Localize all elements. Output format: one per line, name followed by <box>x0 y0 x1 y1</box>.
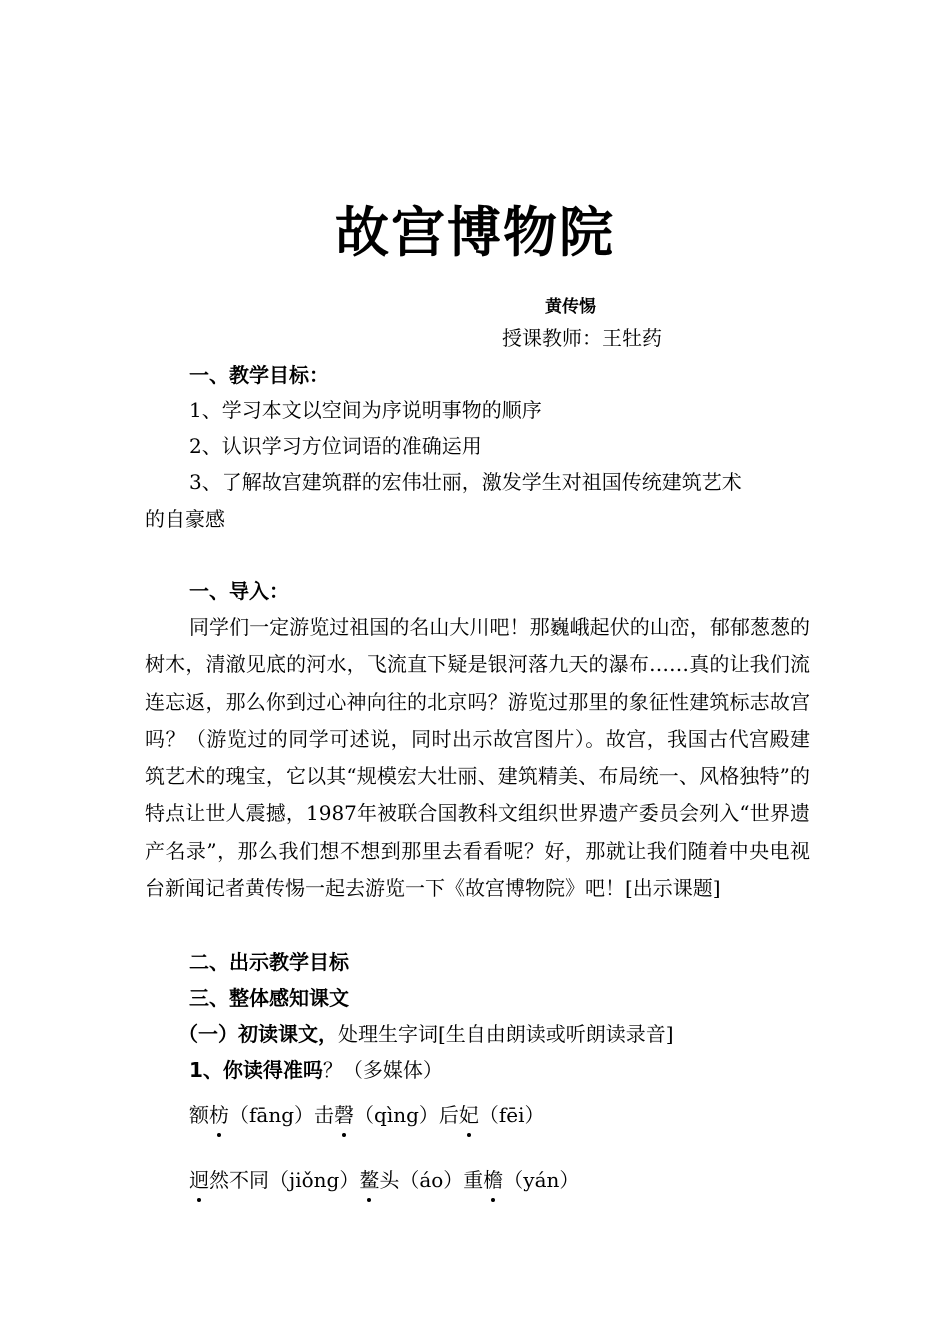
goal-item-1: 1、学习本文以空间为序说明事物的顺序 <box>189 398 542 422</box>
dotted-char: 鳌 <box>359 1162 379 1198</box>
vocab-pinyin: （yán） <box>503 1168 580 1192</box>
question-1-text: ？（多媒体） <box>322 1058 443 1082</box>
goal-item-3-continued: 的自豪感 <box>145 507 225 531</box>
vocab-pinyin: （qìng）后 <box>354 1103 459 1127</box>
vocab-row-1 <box>189 1097 545 1133</box>
dotted-char: 妃 <box>459 1097 479 1133</box>
dotted-char: 磬 <box>334 1097 354 1133</box>
intro-paragraph: 同学们一定游览过祖国的名山大川吧！那巍峨起伏的山峦，郁郁葱葱的树木，清澈见底的河水，飞流直下疑是银河落九天的瀑布……真的让我们流连忘返，那么你到过心神向往的北京吗？游览过那里的象征性建筑标志故宫吗？（游览过的同学可述说，同时出示故宫图片）。故宫，我国古代宫殿建筑艺术的瑰宝，它以其“规模宏大壮丽、建筑精美、布局统一、风格独特”的特点让世人震撼，1987年被联合国教科文组织世界遗产委员会列入“世界遗产名录”，那么我们想不想到那里去看看呢？好，那就让我们随着中央电视台新闻记者黄传惕一起去游览一下《故宫博物院》吧！[出示课题] <box>145 615 810 901</box>
vocab-pinyin: 然不同（jiǒng） <box>209 1168 360 1192</box>
teacher-line: 授课教师：王牡药 <box>502 326 662 350</box>
section-2-heading: 二、出示教学目标 <box>189 950 349 974</box>
section-3-heading: 三、整体感知课文 <box>189 986 349 1010</box>
subsection-1-bold: （一）初读课文， <box>178 1022 338 1046</box>
vocab-pinyin: （fāng）击 <box>229 1103 335 1127</box>
vocab-row-2 <box>189 1162 579 1198</box>
dotted-char: 迥 <box>189 1162 209 1198</box>
author-name: 黄传惕 <box>545 297 596 317</box>
question-1-bold: 1、你读得准吗 <box>189 1058 323 1082</box>
intro-heading: 一、导入： <box>189 579 289 603</box>
goals-heading: 一、教学目标： <box>189 363 329 387</box>
goal-item-2: 2、认识学习方位词语的准确运用 <box>189 434 482 458</box>
subsection-1-text: 处理生字词[生自由朗读或听朗读录音] <box>338 1022 674 1046</box>
vocab-pinyin: （fēi） <box>478 1103 545 1127</box>
dotted-char: 檐 <box>483 1162 503 1198</box>
vocab-pinyin: 头（áo）重 <box>379 1168 484 1192</box>
page-title: 故宫博物院 <box>335 201 615 264</box>
vocab-char: 额 <box>189 1103 209 1127</box>
goal-item-3: 3、了解故宫建筑群的宏伟壮丽，激发学生对祖国传统建筑艺术 <box>189 470 742 494</box>
dotted-char: 枋 <box>209 1097 229 1133</box>
question-1 <box>189 1052 815 1088</box>
subsection-1 <box>178 1016 848 1052</box>
